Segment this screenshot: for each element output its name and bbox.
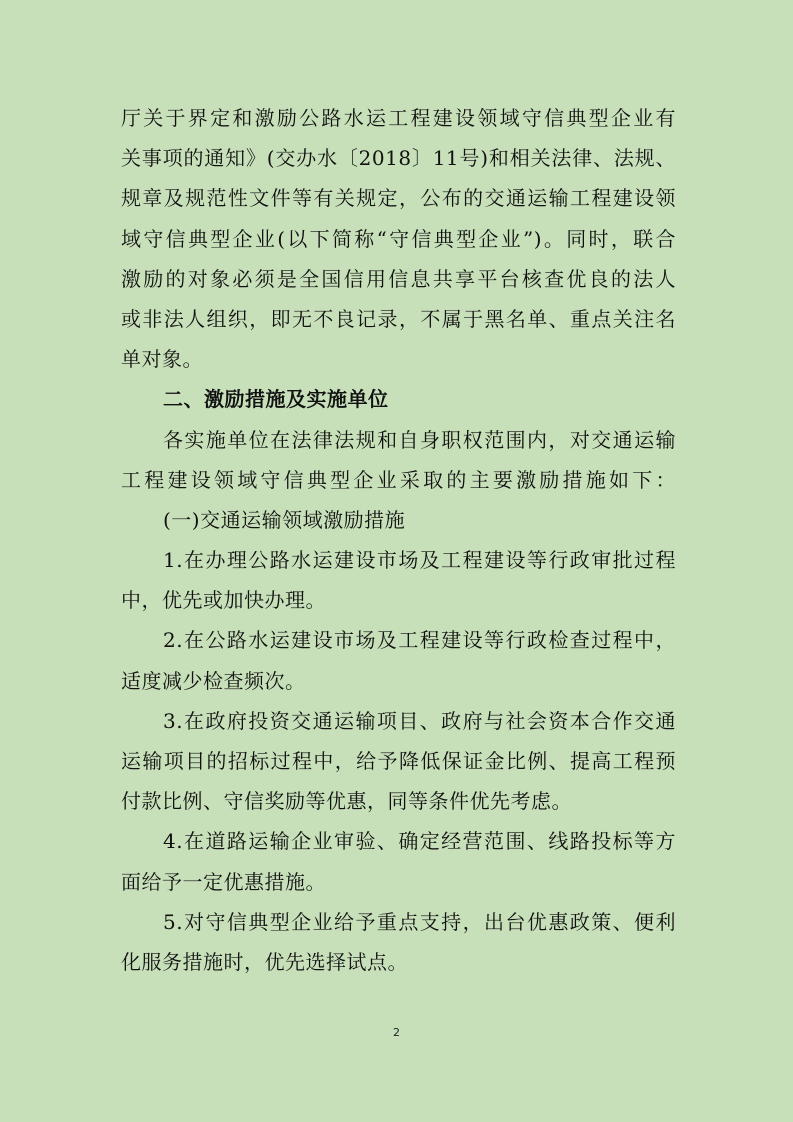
page-number: 2	[393, 1026, 400, 1039]
text-line: 1.在办理公路水运建设市场及工程建设等行政审批过程	[163, 548, 676, 573]
text-line: 关事项的通知》(交办水〔2018〕11号)和相关法律、法规、	[121, 146, 676, 171]
text-line: 工程建设领域守信典型企业采取的主要激励措施如下：	[121, 467, 676, 492]
text-line: 各实施单位在法律法规和自身职权范围内，对交通运输	[163, 427, 676, 452]
text-line: 厅关于界定和激励公路水运工程建设领域守信典型企业有	[121, 106, 676, 130]
text-line: 适度减少检查频次。	[121, 668, 306, 693]
text-line: 中，优先或加快办理。	[121, 588, 326, 613]
text-line: 或非法人组织，即无不良记录，不属于黑名单、重点关注名	[121, 306, 676, 331]
text-line: 运输项目的招标过程中，给予降低保证金比例、提高工程预	[121, 749, 676, 773]
text-line: 规章及规范性文件等有关规定，公布的交通运输工程建设领	[121, 186, 676, 211]
text-line: 5.对守信典型企业给予重点支持，出台优惠政策、便利	[163, 909, 676, 934]
text-line: 3.在政府投资交通运输项目、政府与社会资本合作交通	[163, 708, 676, 733]
text-line: 域守信典型企业(以下简称“守信典型企业”)。同时，联合	[121, 226, 676, 251]
document-body	[121, 98, 676, 982]
text-line: 面给予一定优惠措施。	[121, 869, 326, 894]
text-line: 2.在公路水运建设市场及工程建设等行政检查过程中，	[163, 628, 676, 653]
text-line: 激励的对象必须是全国信用信息共享平台核查优良的法人	[121, 266, 676, 291]
section-heading: 二、激励措施及实施单位	[163, 387, 389, 412]
text-line: 付款比例、守信奖励等优惠，同等条件优先考虑。	[121, 789, 572, 814]
text-line: 单对象。	[121, 347, 203, 372]
text-line: 4.在道路运输企业审验、确定经营范围、线路投标等方	[163, 829, 676, 854]
subsection-heading: (一)交通运输领域激励措施	[163, 507, 406, 532]
text-line: 化服务措施时，优先选择试点。	[121, 949, 408, 974]
